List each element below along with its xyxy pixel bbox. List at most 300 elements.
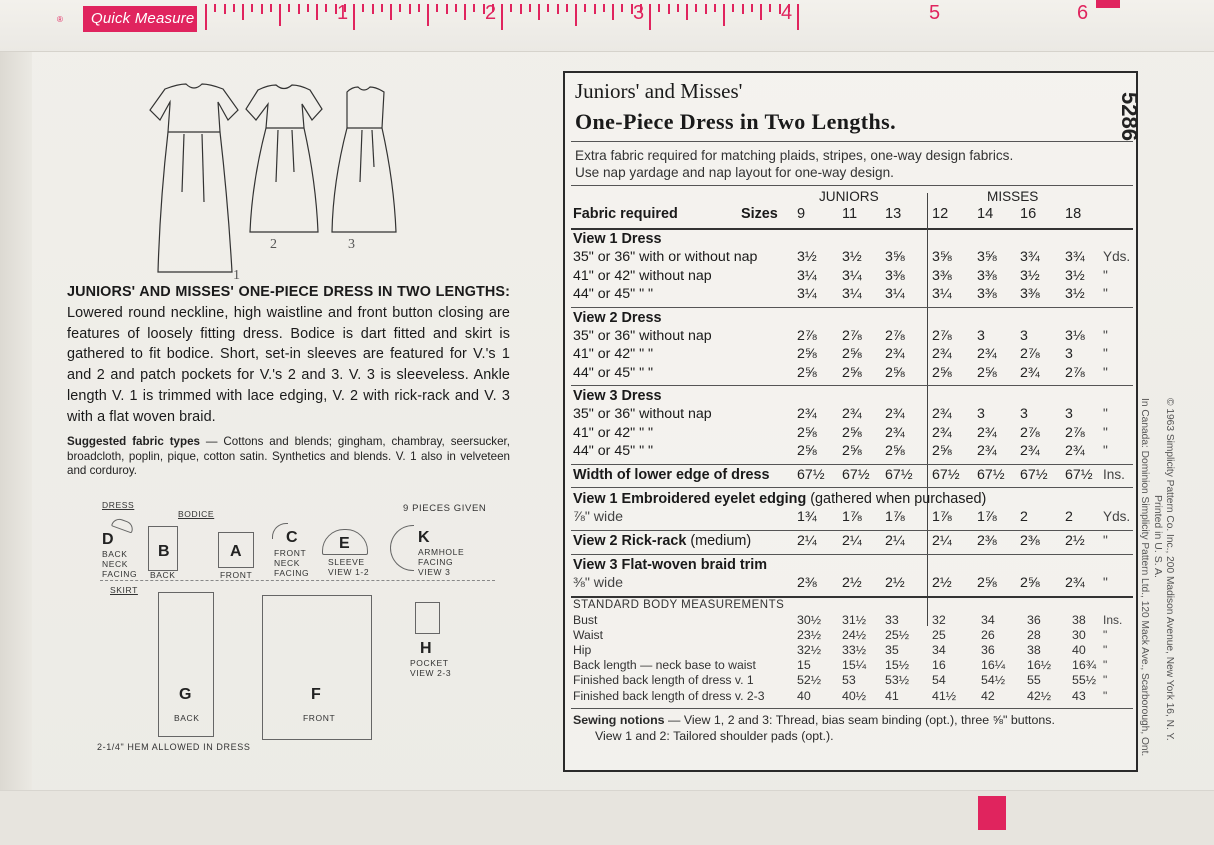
ruler-tick <box>557 4 559 14</box>
lower-edge-value: 67½ <box>1020 466 1048 483</box>
divider <box>571 307 1133 308</box>
trim-value: 2¾ <box>1065 574 1085 591</box>
ruler-tick <box>372 4 374 14</box>
measurement-value: 36 <box>981 642 995 657</box>
ruler-tick <box>520 4 522 14</box>
yardage-value: 2⅞ <box>797 327 817 344</box>
fabric-width-label: 44" or 45" " " <box>573 443 654 459</box>
measurement-value: 36 <box>1027 612 1041 627</box>
sewing-notions-label: Sewing notions <box>573 712 665 727</box>
yardage-value: 2¾ <box>977 424 997 441</box>
chart-note-line1: Extra fabric required for matching plaids, stripes, one-way design fabrics. <box>575 148 1014 163</box>
ruler-tick <box>529 4 531 12</box>
yardage-value: 3½ <box>1065 267 1085 284</box>
measurement-value: 53½ <box>885 673 910 688</box>
piece-k-label: ARMHOLE FACING VIEW 3 <box>418 547 465 577</box>
ruler-tick <box>510 4 512 12</box>
piece-d-letter: D <box>102 531 114 548</box>
measurement-value: 54 <box>932 673 946 688</box>
ruler-tick <box>224 4 226 14</box>
yardage-value: 3¼ <box>797 286 817 302</box>
bodice-heading: BODICE <box>178 509 215 519</box>
unit-label: " <box>1103 406 1108 421</box>
ruler-tick <box>612 4 614 20</box>
ruler-tick <box>325 4 327 12</box>
yardage-value: 2⅞ <box>1020 424 1040 441</box>
yardage-value: 2¾ <box>977 346 997 362</box>
piece-k-shape <box>390 525 414 571</box>
trim-value: 2⅜ <box>1020 532 1040 549</box>
ruler-tick <box>566 4 568 12</box>
measurement-value: 30½ <box>797 612 822 627</box>
trim-heading-bold: View 2 Rick-rack <box>573 532 687 549</box>
ruler-tick <box>714 4 716 12</box>
ruler-tick <box>695 4 697 12</box>
yardage-value: 2⅝ <box>797 364 817 381</box>
yardage-value: 2¾ <box>1020 364 1040 381</box>
yardage-value: 2⅝ <box>977 364 997 381</box>
trim-heading-note: (medium) <box>686 532 752 549</box>
size-header: 14 <box>977 206 994 222</box>
measurement-value: 16¼ <box>981 658 1006 673</box>
yardage-value: 3¼ <box>842 286 862 302</box>
yardage-value: 3¾ <box>1020 249 1040 265</box>
trim-heading-bold: View 1 Embroidered eyelet edging <box>573 490 807 507</box>
ruler-tick <box>677 4 679 12</box>
measurement-value: 16 <box>932 658 946 673</box>
piece-e-label: SLEEVE VIEW 1-2 <box>328 557 370 577</box>
measurement-value: 25 <box>932 627 946 642</box>
chart-note-line2: Use nap yardage and nap layout for one-way design. <box>575 165 894 180</box>
measurement-value: 53 <box>842 673 856 688</box>
copyright-line: © 1963 Simplicity Pattern Co. Inc., 200 Madison Avenue, New York 16, N. Y. <box>1164 398 1175 741</box>
yardage-value: 3⅝ <box>977 249 997 265</box>
ruler-tick <box>797 4 799 30</box>
trim-heading <box>573 533 751 549</box>
yardage-value: 2¾ <box>842 406 862 422</box>
yardage-value: 3⅝ <box>932 249 952 265</box>
measurement-value: 40 <box>1072 642 1086 657</box>
measurement-value: 26 <box>981 627 995 642</box>
yardage-value: 3⅜ <box>932 267 952 284</box>
piece-b-label: BACK <box>150 570 176 580</box>
divider <box>571 554 1133 555</box>
measurement-value: 42 <box>981 688 995 703</box>
ruler-tick <box>298 4 300 14</box>
measurement-label: Finished back length of dress v. 2-3 <box>573 688 765 703</box>
unit-label: " <box>1103 688 1108 703</box>
piece-c-letter: C <box>286 529 298 546</box>
yardage-value: 3 <box>1065 346 1073 362</box>
yardage-value: 2⅝ <box>885 364 905 381</box>
measurement-value: 55 <box>1027 673 1041 688</box>
printed-in-usa: Printed in U. S. A. <box>1152 495 1164 578</box>
unit-label: " <box>1103 658 1108 673</box>
sewing-notions-line1: — View 1, 2 and 3: Thread, bias seam binding (opt.), three ⅝" buttons. <box>664 712 1055 727</box>
ruler-tick <box>418 4 420 12</box>
divider <box>571 464 1133 465</box>
trim-value: 2½ <box>885 574 905 591</box>
ruler-tick <box>409 4 411 14</box>
ruler-tick <box>446 4 448 14</box>
ruler-tick <box>621 4 623 12</box>
ruler-tick <box>751 4 753 12</box>
registered-mark: ® <box>57 15 63 24</box>
measurement-value: 40½ <box>842 688 867 703</box>
ruler-tick <box>501 4 503 30</box>
yardage-value: 2¾ <box>932 406 952 422</box>
measurement-value: 15¼ <box>842 658 867 673</box>
trim-value: 1⅞ <box>842 508 862 525</box>
ruler-tick <box>584 4 586 12</box>
unit-label: " <box>1103 574 1108 590</box>
measurement-value: 52½ <box>797 673 822 688</box>
lower-edge-value: 67½ <box>842 466 870 483</box>
ruler-tick <box>242 4 244 20</box>
measurement-value: 35 <box>885 642 899 657</box>
ruler-tick <box>381 4 383 12</box>
divider <box>571 530 1133 531</box>
trim-value: 2½ <box>842 574 862 591</box>
trim-value: 1¾ <box>797 508 817 525</box>
ruler-tick <box>538 4 540 20</box>
lower-edge-value: 67½ <box>932 466 960 483</box>
piece-b-letter: B <box>158 543 170 560</box>
pattern-number: 5286 <box>1117 92 1142 141</box>
yardage-value: 2⅝ <box>842 424 862 441</box>
yardage-value: 2¾ <box>885 424 905 441</box>
view-3-number: 3 <box>348 237 355 252</box>
piece-h-label: POCKET VIEW 2-3 <box>410 658 452 678</box>
yardage-value: 2¾ <box>932 346 952 362</box>
yardage-value: 3¼ <box>842 267 862 284</box>
view-1-number: 1 <box>233 268 240 283</box>
ruler-number-6: 6 <box>1077 2 1089 24</box>
ruler-tick <box>261 4 263 14</box>
ruler-tick <box>473 4 475 12</box>
yardage-value: 3½ <box>842 249 862 265</box>
lower-edge-label: Width of lower edge of dress <box>573 466 770 483</box>
trim-value: 2¼ <box>885 532 905 549</box>
ruler-tick <box>362 4 364 12</box>
piece-f-letter: F <box>311 686 321 703</box>
measurement-value: 33 <box>885 612 899 627</box>
measurement-label: Finished back length of dress v. 1 <box>573 673 754 688</box>
measurement-value: 24½ <box>842 627 867 642</box>
piece-g-label: BACK <box>174 713 200 723</box>
divider <box>571 141 1133 142</box>
yardage-value: 3½ <box>797 249 817 265</box>
size-header: 11 <box>842 206 858 222</box>
trim-value: 1⅞ <box>932 508 952 525</box>
yardage-value: 3 <box>1065 406 1073 422</box>
yardage-value: 2⅞ <box>1065 364 1085 381</box>
divider <box>571 708 1133 709</box>
yardage-value: 2⅝ <box>842 346 862 362</box>
measurement-value: 33½ <box>842 642 867 657</box>
lower-edge-value: 67½ <box>977 466 1005 483</box>
juniors-header: JUNIORS <box>819 189 879 204</box>
section-heading: View 2 Dress <box>573 309 662 326</box>
ruler-tick <box>288 4 290 12</box>
measurement-value: 38 <box>1072 612 1086 627</box>
unit-label: Ins. <box>1103 612 1123 627</box>
measurement-value: 16¾ <box>1072 658 1097 673</box>
measurement-value: 28 <box>1027 627 1041 642</box>
measurement-value: 43 <box>1072 688 1086 703</box>
yardage-value: 2¾ <box>797 406 817 422</box>
divider <box>571 185 1133 186</box>
piece-d-shape <box>111 517 135 534</box>
yardage-value: 2¾ <box>932 424 952 441</box>
yardage-value: 2⅞ <box>842 327 862 344</box>
ruler-tick <box>658 4 660 12</box>
ruler-tick <box>399 4 401 12</box>
measurement-value: 32½ <box>797 642 822 657</box>
yardage-value: 3 <box>977 327 985 344</box>
unit-label: Ins. <box>1103 466 1125 482</box>
envelope-fold-left <box>0 0 32 845</box>
yardage-value: 2⅝ <box>797 424 817 441</box>
ruler-tick <box>427 4 429 26</box>
description-body: Lowered round neckline, high waistline and front button closing are features of loosely fitting dress. Bodice is dart fitted and skirt is gathered to fit bodice. Short, set-in sleeves are featured for V.'s 1 and 2 and patch pockets for V.'s 2 and 3. V. 3 is sleeveless. Ankle length V. 1 is trimmed with lace edging, V. 2 with rick-rack and V. 3 with a flat woven braid. <box>67 304 510 425</box>
ruler-tick <box>594 4 596 14</box>
yardage-value: 2⅞ <box>1065 424 1085 441</box>
canada-line: In Canada: Dominion Simplicity Pattern Ltd., 120 Mack Ave., Scarborough, Ont. <box>1139 398 1150 757</box>
ruler-number-1: 1 <box>337 2 349 24</box>
trim-value: 2⅜ <box>797 574 817 591</box>
trim-value: 2¼ <box>797 532 817 549</box>
ruler-tick <box>205 4 207 30</box>
measurement-value: 38 <box>1027 642 1041 657</box>
measurement-value: 16½ <box>1027 658 1052 673</box>
piece-h-letter: H <box>420 640 432 657</box>
trim-value: 2¼ <box>932 532 952 549</box>
yardage-value: 3 <box>1020 406 1028 422</box>
ruler-number-5: 5 <box>929 2 941 24</box>
quick-measure-ruler <box>0 0 1214 32</box>
yardage-value: 2¾ <box>1065 443 1085 459</box>
unit-label: " <box>1103 346 1108 361</box>
trim-value: 2¼ <box>842 532 862 549</box>
ruler-tick <box>233 4 235 12</box>
skirt-heading: SKIRT <box>110 585 138 595</box>
piece-a-label: FRONT <box>220 570 253 580</box>
ruler-tick <box>760 4 762 20</box>
size-header: 12 <box>932 206 949 222</box>
unit-label: Yds. <box>1103 249 1131 264</box>
unit-label: " <box>1103 327 1108 343</box>
ruler-tick <box>214 4 216 12</box>
yardage-value: 2⅝ <box>797 443 817 459</box>
pattern-pieces-diagram <box>90 495 500 760</box>
trim-width-label: ⅜" wide <box>573 574 623 591</box>
yardage-value: 3⅝ <box>885 249 905 265</box>
yardage-value: 3⅛ <box>1065 327 1085 344</box>
measurement-label: Bust <box>573 612 598 627</box>
yardage-value: 3⅜ <box>977 286 997 302</box>
yardage-value: 2⅞ <box>1020 346 1040 362</box>
ruler-tick <box>279 4 281 26</box>
measurement-value: 54½ <box>981 673 1006 688</box>
piece-g-letter: G <box>179 686 192 703</box>
ruler-tick <box>316 4 318 20</box>
unit-label: Yds. <box>1103 508 1131 524</box>
trim-value: 2 <box>1020 508 1028 525</box>
misses-header: MISSES <box>987 189 1039 204</box>
ruler-number-4: 4 <box>781 2 793 24</box>
sewing-notions-line2: View 1 and 2: Tailored shoulder pads (opt.). <box>595 728 834 743</box>
fabric-width-label: 35" or 36" with or without nap <box>573 249 758 265</box>
piece-f-label: FRONT <box>303 713 336 723</box>
yardage-value: 2¾ <box>885 406 905 422</box>
trim-value: 2⅝ <box>1020 574 1040 591</box>
fabric-width-label: 35" or 36" without nap <box>573 327 712 344</box>
measurement-value: 25½ <box>885 627 910 642</box>
fabric-width-label: 44" or 45" " " <box>573 364 654 381</box>
measurement-value: 32 <box>932 612 946 627</box>
measurement-value: 15 <box>797 658 811 673</box>
ruler-tick <box>769 4 771 12</box>
yardage-value: 2⅝ <box>842 443 862 459</box>
fabric-types-label: Suggested fabric types <box>67 435 200 448</box>
ruler-tick <box>464 4 466 20</box>
yardage-chart <box>563 71 1138 772</box>
unit-label: " <box>1103 673 1108 688</box>
measurement-value: 55½ <box>1072 673 1097 688</box>
yardage-value: 2⅝ <box>932 364 952 381</box>
ruler-tick <box>436 4 438 12</box>
ruler-tick <box>705 4 707 14</box>
yardage-value: 3¼ <box>885 286 905 302</box>
unit-label: " <box>1103 642 1108 657</box>
pieces-count: 9 PIECES GIVEN <box>403 503 487 514</box>
trim-value: 2½ <box>1065 532 1085 549</box>
measurement-value: 31½ <box>842 612 867 627</box>
ruler-tick <box>649 4 651 30</box>
measurement-value: 30 <box>1072 627 1086 642</box>
size-header: 16 <box>1020 206 1037 222</box>
measurement-label: Waist <box>573 627 604 642</box>
dress-heading: DRESS <box>102 500 135 510</box>
measurement-value: 15½ <box>885 658 910 673</box>
ruler-tick <box>742 4 744 14</box>
fabric-width-label: 35" or 36" without nap <box>573 406 712 422</box>
yardage-value: 3⅜ <box>885 267 905 284</box>
hem-note: 2-1/4" HEM ALLOWED IN DRESS <box>97 742 251 752</box>
trim-value: 2⅜ <box>977 532 997 549</box>
size-header: 18 <box>1065 206 1082 222</box>
yardage-value: 2⅝ <box>932 443 952 459</box>
ruler-tick <box>455 4 457 12</box>
suggested-fabric-types <box>67 435 510 479</box>
view-2-number: 2 <box>270 237 277 252</box>
unit-label: " <box>1103 532 1108 548</box>
yardage-value: 2⅞ <box>885 327 905 344</box>
measurement-value: 34 <box>932 642 946 657</box>
piece-e-letter: E <box>339 535 350 552</box>
unit-label: " <box>1103 364 1108 380</box>
piece-h-shape <box>415 602 440 634</box>
trim-value: 2½ <box>932 574 952 591</box>
piece-k-letter: K <box>418 529 430 546</box>
yardage-value: 3 <box>1020 327 1028 344</box>
trim-heading <box>573 557 767 573</box>
yardage-value: 3½ <box>1065 286 1085 302</box>
envelope-flap-bottom <box>0 790 1214 845</box>
juniors-misses-divider <box>927 193 928 626</box>
yardage-value: 3¾ <box>1065 249 1085 265</box>
description-heading: JUNIORS' AND MISSES' ONE-PIECE DRESS IN TWO LENGTHS: <box>67 284 510 300</box>
measurement-value: 34 <box>981 612 995 627</box>
pieces-divider <box>100 580 495 581</box>
yardage-value: 2¾ <box>977 443 997 459</box>
pattern-description <box>67 282 510 428</box>
trim-heading-bold: View 3 Flat-woven braid trim <box>573 556 768 573</box>
size-header: 9 <box>797 206 806 222</box>
chart-title-line1: Juniors' and Misses' <box>575 79 743 103</box>
lower-edge-value: 67½ <box>885 466 913 483</box>
yardage-value: 3⅜ <box>977 267 997 284</box>
measurement-value: 41½ <box>932 688 957 703</box>
measurement-value: 40 <box>797 688 811 703</box>
color-registration-square <box>978 796 1006 830</box>
ruler-number-2: 2 <box>485 2 497 24</box>
piece-d-label: BACK NECK FACING <box>102 549 138 579</box>
piece-a-letter: A <box>230 543 242 560</box>
measurement-label: Hip <box>573 642 592 657</box>
trim-heading <box>573 491 986 507</box>
unit-label: " <box>1103 424 1108 440</box>
fabric-required-label: Fabric required <box>573 206 678 222</box>
unit-label: " <box>1103 267 1108 283</box>
sizes-label: Sizes <box>741 206 778 222</box>
ruler-tick <box>723 4 725 26</box>
trim-width-label: ⅞" wide <box>573 508 623 525</box>
hr thick <box>571 596 1133 598</box>
fabric-types-text: — Cottons and blends; gingham, chambray, seersucker, broadcloth, poplin, pique, cotton satin. Synthetics and blends. V. 1 also in velveteen and corduroy. <box>67 435 510 478</box>
ruler-tick <box>575 4 577 26</box>
divider <box>571 228 1133 230</box>
ruler-tick <box>251 4 253 12</box>
sewing-notions <box>573 712 1055 744</box>
yardage-value: 2⅞ <box>932 327 952 344</box>
trim-value: 2⅝ <box>977 574 997 591</box>
ruler-tick <box>547 4 549 12</box>
yardage-value: 2¾ <box>1020 443 1040 459</box>
measurement-value: 42½ <box>1027 688 1052 703</box>
unit-label: " <box>1103 286 1108 301</box>
ruler-tick <box>270 4 272 12</box>
fabric-width-label: 41" or 42" " " <box>573 346 654 362</box>
ruler-tick <box>603 4 605 12</box>
section-heading: View 1 Dress <box>573 231 662 247</box>
yardage-value: 2⅝ <box>885 443 905 459</box>
piece-c-label: FRONT NECK FACING <box>274 548 310 578</box>
measurement-value: 41 <box>885 688 899 703</box>
unit-label: " <box>1103 627 1108 642</box>
quick-measure-badge: Quick Measure <box>83 6 197 32</box>
ruler-tick <box>390 4 392 20</box>
size-header: 13 <box>885 206 902 222</box>
yardage-value: 3⅜ <box>1020 286 1040 302</box>
yardage-value: 2¾ <box>885 346 905 362</box>
trim-value: 1⅞ <box>977 508 997 525</box>
trim-heading-note: (gathered when purchased) <box>806 490 987 507</box>
yardage-value: 3¼ <box>932 286 952 302</box>
yardage-value: 2⅝ <box>797 346 817 362</box>
section-heading: View 3 Dress <box>573 388 662 404</box>
